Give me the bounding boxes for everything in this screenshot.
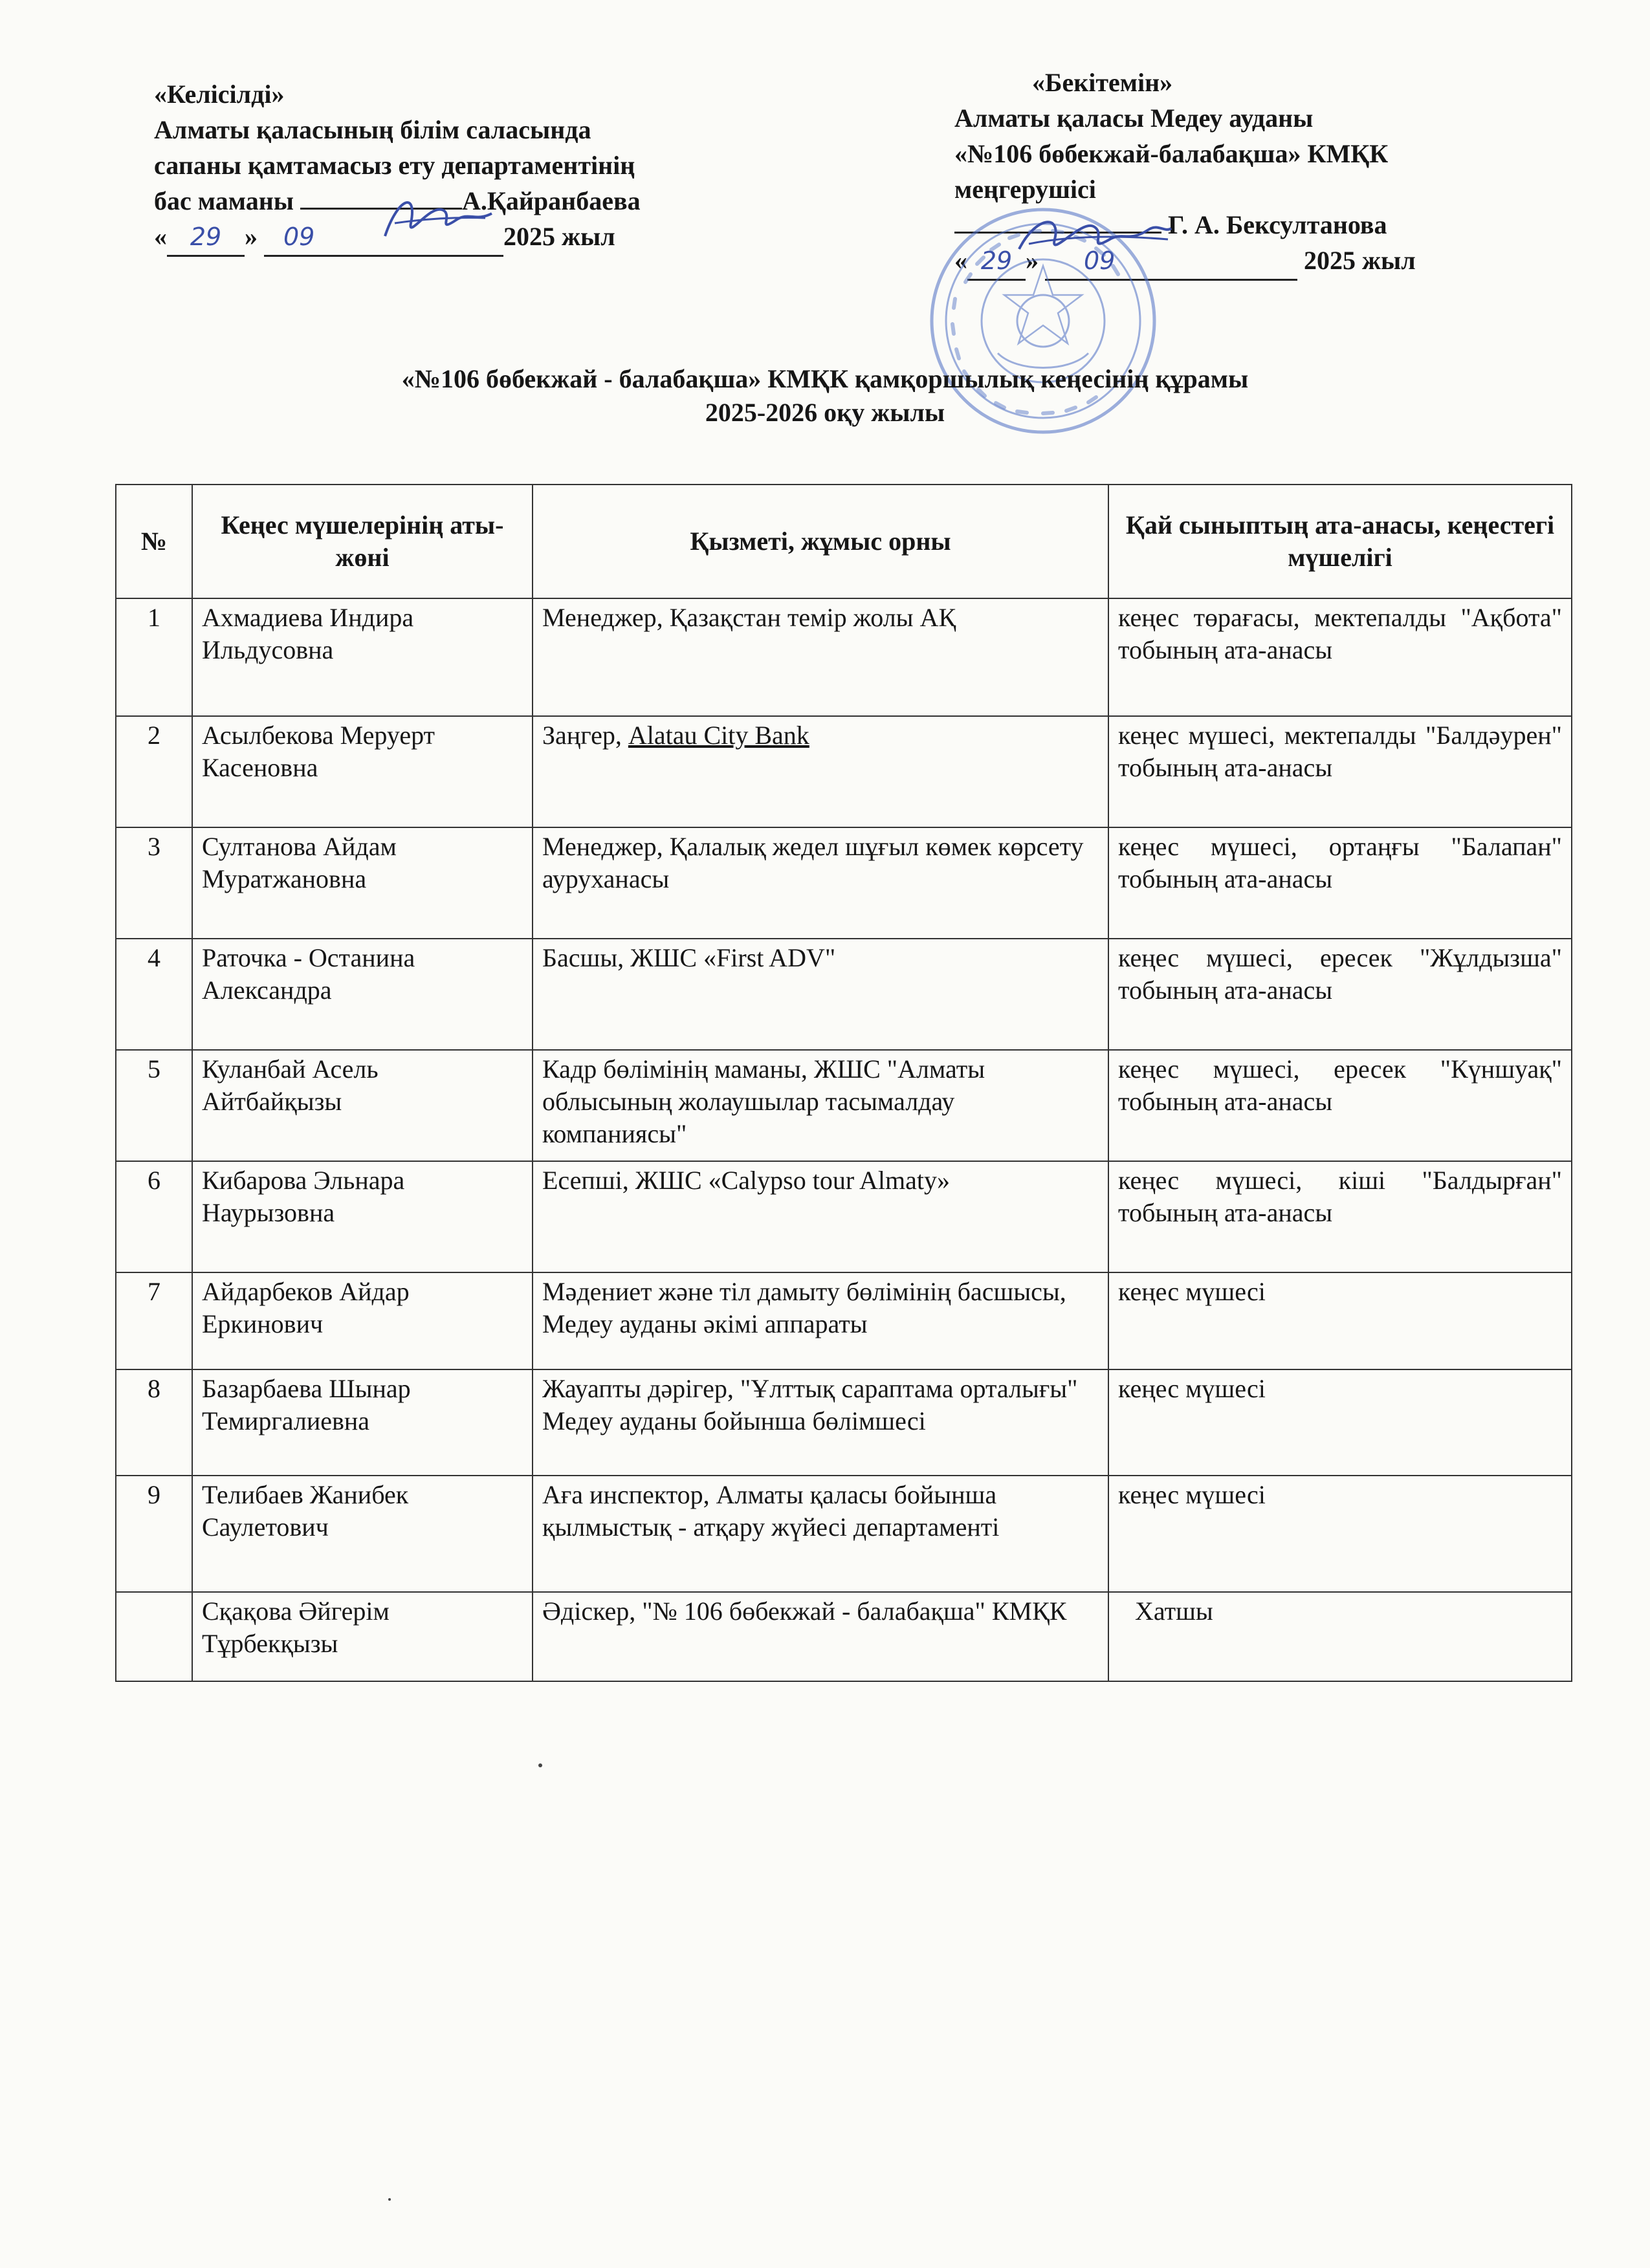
row-number: 9 (116, 1476, 192, 1592)
agreed-date-line: « 29 » 09 2025 жыл (154, 219, 801, 257)
document-title: «№106 бөбекжай - балабақша» КМҚК қамқоршылық кеңесінің құрамы (401, 364, 1249, 393)
member-role: кеңес мүшесі, ортаңғы "Балапан" тобының ата-анасы (1108, 827, 1572, 939)
member-name: Ахмадиева Индира Ильдусовна (192, 598, 533, 716)
member-job: Кадр бөлімінің маманы, ЖШС "Алматы облысының жолаушылар тасымалдау компаниясы" (533, 1050, 1108, 1161)
row-number: 1 (116, 598, 192, 716)
member-job: Менеджер, Қазақстан темір жолы АҚ (533, 598, 1108, 716)
member-job: Менеджер, Қалалық жедел шұғыл көмек көрсету ауруханасы (533, 827, 1108, 939)
member-name: Султанова Айдам Муратжановна (192, 827, 533, 939)
member-job: Жауапты дәрігер, "Ұлттық сараптама орталығы" Медеу ауданы бойынша бөлімшесі (533, 1369, 1108, 1476)
header-number: № (116, 485, 192, 598)
header-job: Қызметі, жұмыс орны (533, 485, 1108, 598)
bank-link[interactable]: Alatau City Bank (628, 721, 809, 750)
approved-date-year: 2025 жыл (1304, 246, 1416, 275)
member-name: Асылбекова Меруерт Касеновна (192, 716, 533, 827)
row-number: 3 (116, 827, 192, 939)
member-role: кеңес мүшесі, ересек "Жұлдызша" тобының ата-анасы (1108, 939, 1572, 1050)
approved-signer-name: Г. А. Бексултанова (1168, 210, 1387, 239)
member-role: кеңес мүшесі, мектепалды "Балдәурен" тобының ата-анасы (1108, 716, 1572, 827)
approved-date-day: 29 (980, 246, 1013, 275)
approved-date-line: « 29 » 09 2025 жыл (954, 243, 1601, 281)
table-row (116, 1050, 1572, 1161)
agreed-date-year: 2025 жыл (503, 222, 615, 251)
agreed-signer-line: бас маманы А.Қайранбаева (154, 186, 641, 215)
agreed-org-line-2: сапаны қамтамасыз ету департаментінің (154, 151, 635, 180)
approved-org-line-1: Алматы қаласы Медеу ауданы (954, 104, 1314, 133)
agreed-signer-name: А.Қайранбаева (461, 186, 641, 215)
table-row (116, 716, 1572, 827)
member-job: Есепші, ЖШС «Calypso tour Almaty» (533, 1161, 1108, 1272)
member-name: Айдарбеков Айдар Еркинович (192, 1272, 533, 1369)
table-row (116, 1476, 1572, 1592)
row-number (116, 1592, 192, 1681)
table-header-row (116, 485, 1572, 598)
row-number: 8 (116, 1369, 192, 1476)
table-row (116, 1161, 1572, 1272)
header-name: Кеңес мүшелерінің аты-жөні (192, 485, 533, 598)
agreed-date-month: 09 (283, 223, 315, 251)
member-name: Раточка - Останина Александра (192, 939, 533, 1050)
table-row (116, 1592, 1572, 1681)
academic-year: 2025-2026 оқу жылы (705, 398, 945, 427)
row-number: 2 (116, 716, 192, 827)
document-title-block (0, 362, 1650, 430)
member-job: Аға инспектор, Алматы қаласы бойынша қылмыстық - атқару жүйесі департаменті (533, 1476, 1108, 1592)
agreed-label: «Келісілді» (154, 80, 285, 109)
member-name: Базарбаева Шынар Темиргалиевна (192, 1369, 533, 1476)
table-row (116, 1369, 1572, 1476)
approved-position: меңгерушісі (954, 175, 1096, 204)
member-role: кеңес мүшесі (1108, 1476, 1572, 1592)
member-role: кеңес төрағасы, мектепалды "Ақбота" тобының ата-анасы (1108, 598, 1572, 716)
header-role: Қай сыныптың ата-анасы, кеңестегі мүшелігі (1108, 485, 1572, 598)
row-number: 4 (116, 939, 192, 1050)
council-members-table (115, 484, 1572, 1682)
table-row (116, 1272, 1572, 1369)
member-job: Мәдениет және тіл дамыту бөлімінің басшысы, Медеу ауданы әкімі аппараты (533, 1272, 1108, 1369)
table-row (116, 939, 1572, 1050)
member-role: кеңес мүшесі, кіші "Балдырған" тобының ата-анасы (1108, 1161, 1572, 1272)
member-role: кеңес мүшесі (1108, 1272, 1572, 1369)
row-number: 7 (116, 1272, 192, 1369)
member-role: Хатшы (1108, 1592, 1572, 1681)
scan-speck (388, 2198, 391, 2201)
member-job: Әдіскер, "№ 106 бөбекжай - балабақша" КМҚК (533, 1592, 1108, 1681)
member-job: Басшы, ЖШС «First ADV" (533, 939, 1108, 1050)
signature-right (1009, 204, 1178, 275)
scan-speck (538, 1763, 542, 1767)
member-name: Куланбай Асель Айтбайқызы (192, 1050, 533, 1161)
member-role: кеңес мүшесі, ересек "Күншуақ" тобының ата-анасы (1108, 1050, 1572, 1161)
signature-left (372, 184, 501, 256)
approved-label: «Бекітемін» (1032, 68, 1173, 97)
member-job: Заңгер, Alatau City Bank (533, 716, 1108, 827)
member-role: кеңес мүшесі (1108, 1369, 1572, 1476)
row-number: 6 (116, 1161, 192, 1272)
table-row (116, 598, 1572, 716)
approved-date-month: 09 (1084, 246, 1116, 275)
agreed-org-line-1: Алматы қаласының білім саласында (154, 115, 591, 144)
approved-org-line-2: «№106 бөбекжай-балабақша» КМҚК (954, 139, 1389, 168)
agreed-date-day: 29 (190, 223, 222, 251)
member-name: Кибарова Эльнара Наурызовна (192, 1161, 533, 1272)
member-name: Телибаев Жанибек Саулетович (192, 1476, 533, 1592)
row-number: 5 (116, 1050, 192, 1161)
table-row (116, 827, 1572, 939)
member-name: Сқақова Әйгерім Тұрбекқызы (192, 1592, 533, 1681)
